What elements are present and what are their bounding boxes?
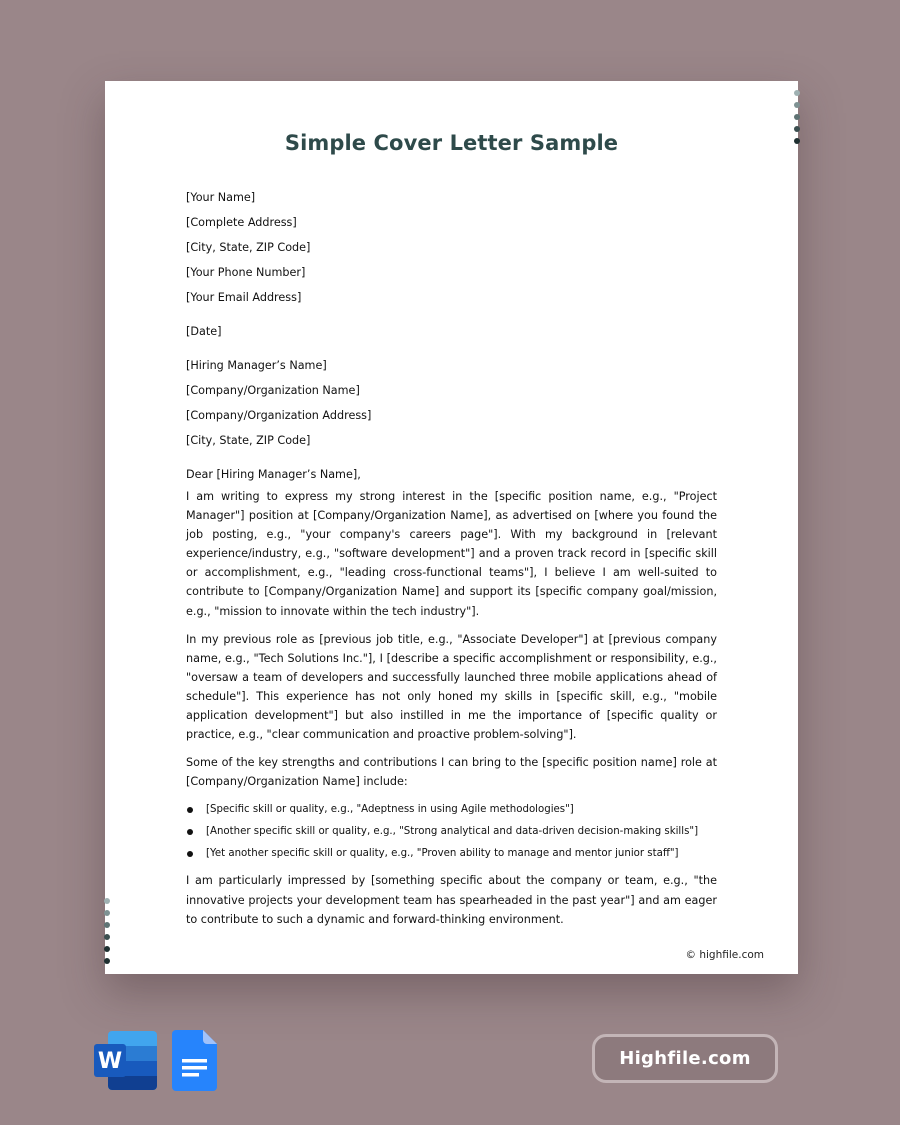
body-paragraph-1: I am writing to express my strong interest in the [specific position name, e.g., "Project Manager"] position at [Company/Organization Name], as advertised on [where you found the job posting, e.g., "your company's careers page"]. With my background in [relevant experience/industry, e.g., "software development"] and a proven track record in [specific skill or accomplishment, e.g., "leading cross-functional teams"], I believe I am well-suited to contribute to [Company/Organization Name] and support its [specific company goal/mission, e.g., "mission to innovate within the tech industry"]. xyxy=(186,490,717,618)
highfile-site-button[interactable]: Highfile.com xyxy=(592,1034,778,1083)
bullet-icon xyxy=(187,829,193,835)
closing-paragraph: I am particularly impressed by [something specific about the company or team, e.g., "the innovative projects your development team has spearheaded in the past year"] and am eager to contribute to such a dynamic and forward-thinking environment. xyxy=(186,874,717,926)
decorative-dots-icon xyxy=(794,90,800,150)
recipient-block xyxy=(186,353,717,453)
list-item-text: [Specific skill or quality, e.g., "Adeptness in using Agile methodologies"] xyxy=(206,804,574,816)
list-item xyxy=(186,821,717,843)
sender-email: [Your Email Address] xyxy=(186,291,302,304)
google-docs-icon[interactable] xyxy=(172,1030,217,1091)
document-page xyxy=(105,81,798,974)
copyright-notice: © highfile.com xyxy=(685,949,764,961)
list-item xyxy=(186,799,717,821)
sender-block xyxy=(186,185,717,310)
strengths-list xyxy=(186,799,717,865)
list-item-text: [Yet another specific skill or quality, e.g., "Proven ability to manage and mentor junior staff"] xyxy=(206,848,679,860)
letter-date: [Date] xyxy=(186,325,222,338)
document-title: Simple Cover Letter Sample xyxy=(284,131,619,155)
svg-text:W: W xyxy=(97,1049,123,1074)
sender-address: [Complete Address] xyxy=(186,216,297,229)
microsoft-word-icon[interactable] xyxy=(94,1031,157,1090)
recipient-city: [City, State, ZIP Code] xyxy=(186,434,311,447)
body-paragraph-3: Some of the key strengths and contributions I can bring to the [specific position name] role at [Company/Organization Name] include: xyxy=(186,756,717,789)
letter-body xyxy=(186,185,717,929)
sender-phone: [Your Phone Number] xyxy=(186,266,306,279)
list-item-text: [Another specific skill or quality, e.g., "Strong analytical and data-driven decision-making skills"] xyxy=(206,826,699,838)
recipient-name: [Hiring Manager’s Name] xyxy=(186,359,327,372)
list-item xyxy=(186,843,717,865)
sender-city: [City, State, ZIP Code] xyxy=(186,241,311,254)
recipient-address: [Company/Organization Address] xyxy=(186,409,372,422)
decorative-dots-icon xyxy=(104,898,110,970)
body-paragraph-2: In my previous role as [previous job title, e.g., "Associate Developer"] at [previous company name, e.g., "Tech Solutions Inc."], I [describe a specific accomplishment or responsibility, e.g., "oversaw a team of developers and successfully launched three mobile applications ahead of schedule"]. This experience has not only honed my skills in [specific skill, e.g., "mobile application development"] but also instilled in me the importance of [specific quality or practice, e.g., "clear communication and proactive problem-solving"]. xyxy=(186,632,717,742)
recipient-company: [Company/Organization Name] xyxy=(186,384,360,397)
salutation: Dear [Hiring Manager’s Name], xyxy=(186,468,361,481)
bullet-icon xyxy=(187,851,193,857)
sender-name: [Your Name] xyxy=(186,191,256,204)
bullet-icon xyxy=(187,807,193,813)
